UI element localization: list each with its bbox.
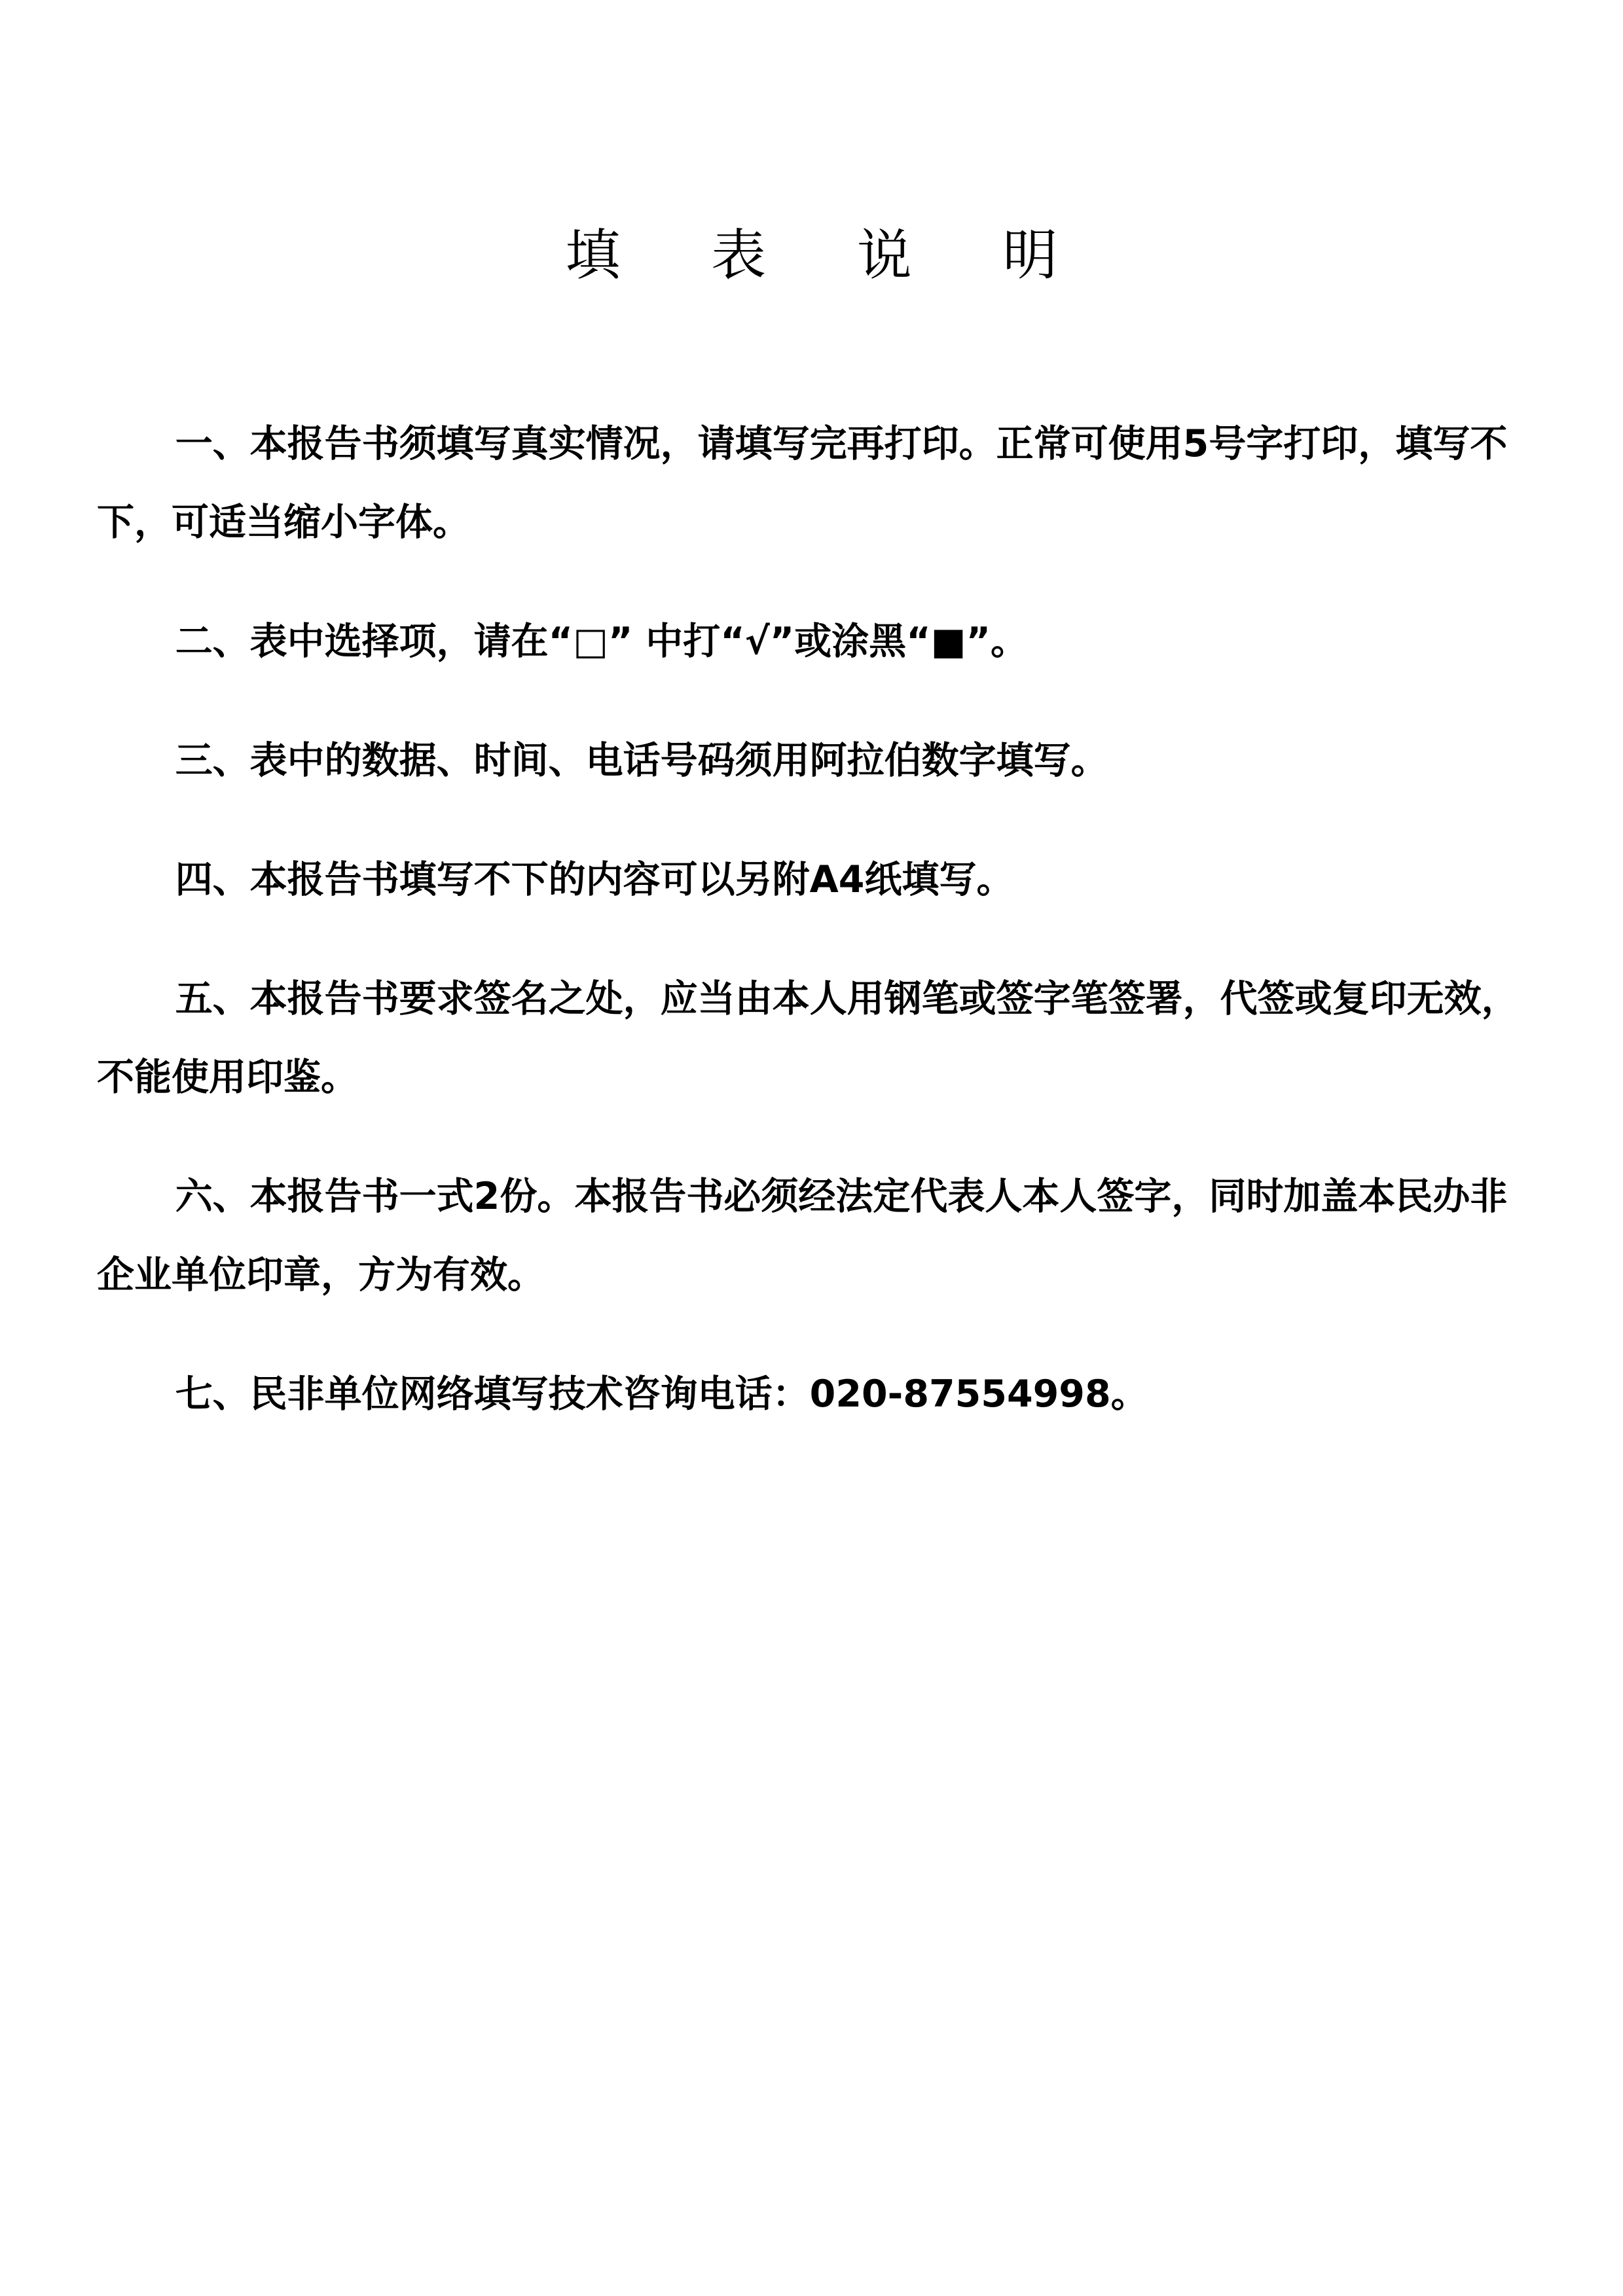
instruction-item-3: 三、表中的数据、时间、电话号码须用阿拉伯数字填写。 [175, 739, 1108, 782]
instruction-item-2: 二、表中选择项，请在“□” 中打“√”或涂黑“■”。 [175, 620, 1029, 663]
instruction-item-7: 七、民非单位网络填写技术咨询电话：020-87554998。 [175, 1372, 1148, 1416]
instruction-item-6: 六、本报告书一式2份。本报告书必须经法定代表人本人签字，同时加盖本民办非企业单位印章，方为有效。 [97, 1175, 1508, 1297]
instructions-list [97, 404, 1531, 1474]
instruction-item-5: 五、本报告书要求签名之处，应当由本人用钢笔或签字笔签署，代签或复印无效，不能使用印鉴。 [97, 977, 1519, 1099]
instruction-item-1: 一、本报告书须填写真实情况，请填写完再打印。正常可使用5号字打印，填写不下，可适当缩小字体。 [97, 422, 1508, 544]
instruction-item-4: 四、本报告书填写不下的内容可以另附A4纸填写。 [175, 858, 1014, 901]
page-title: 填 表 说 明 [565, 223, 1095, 287]
